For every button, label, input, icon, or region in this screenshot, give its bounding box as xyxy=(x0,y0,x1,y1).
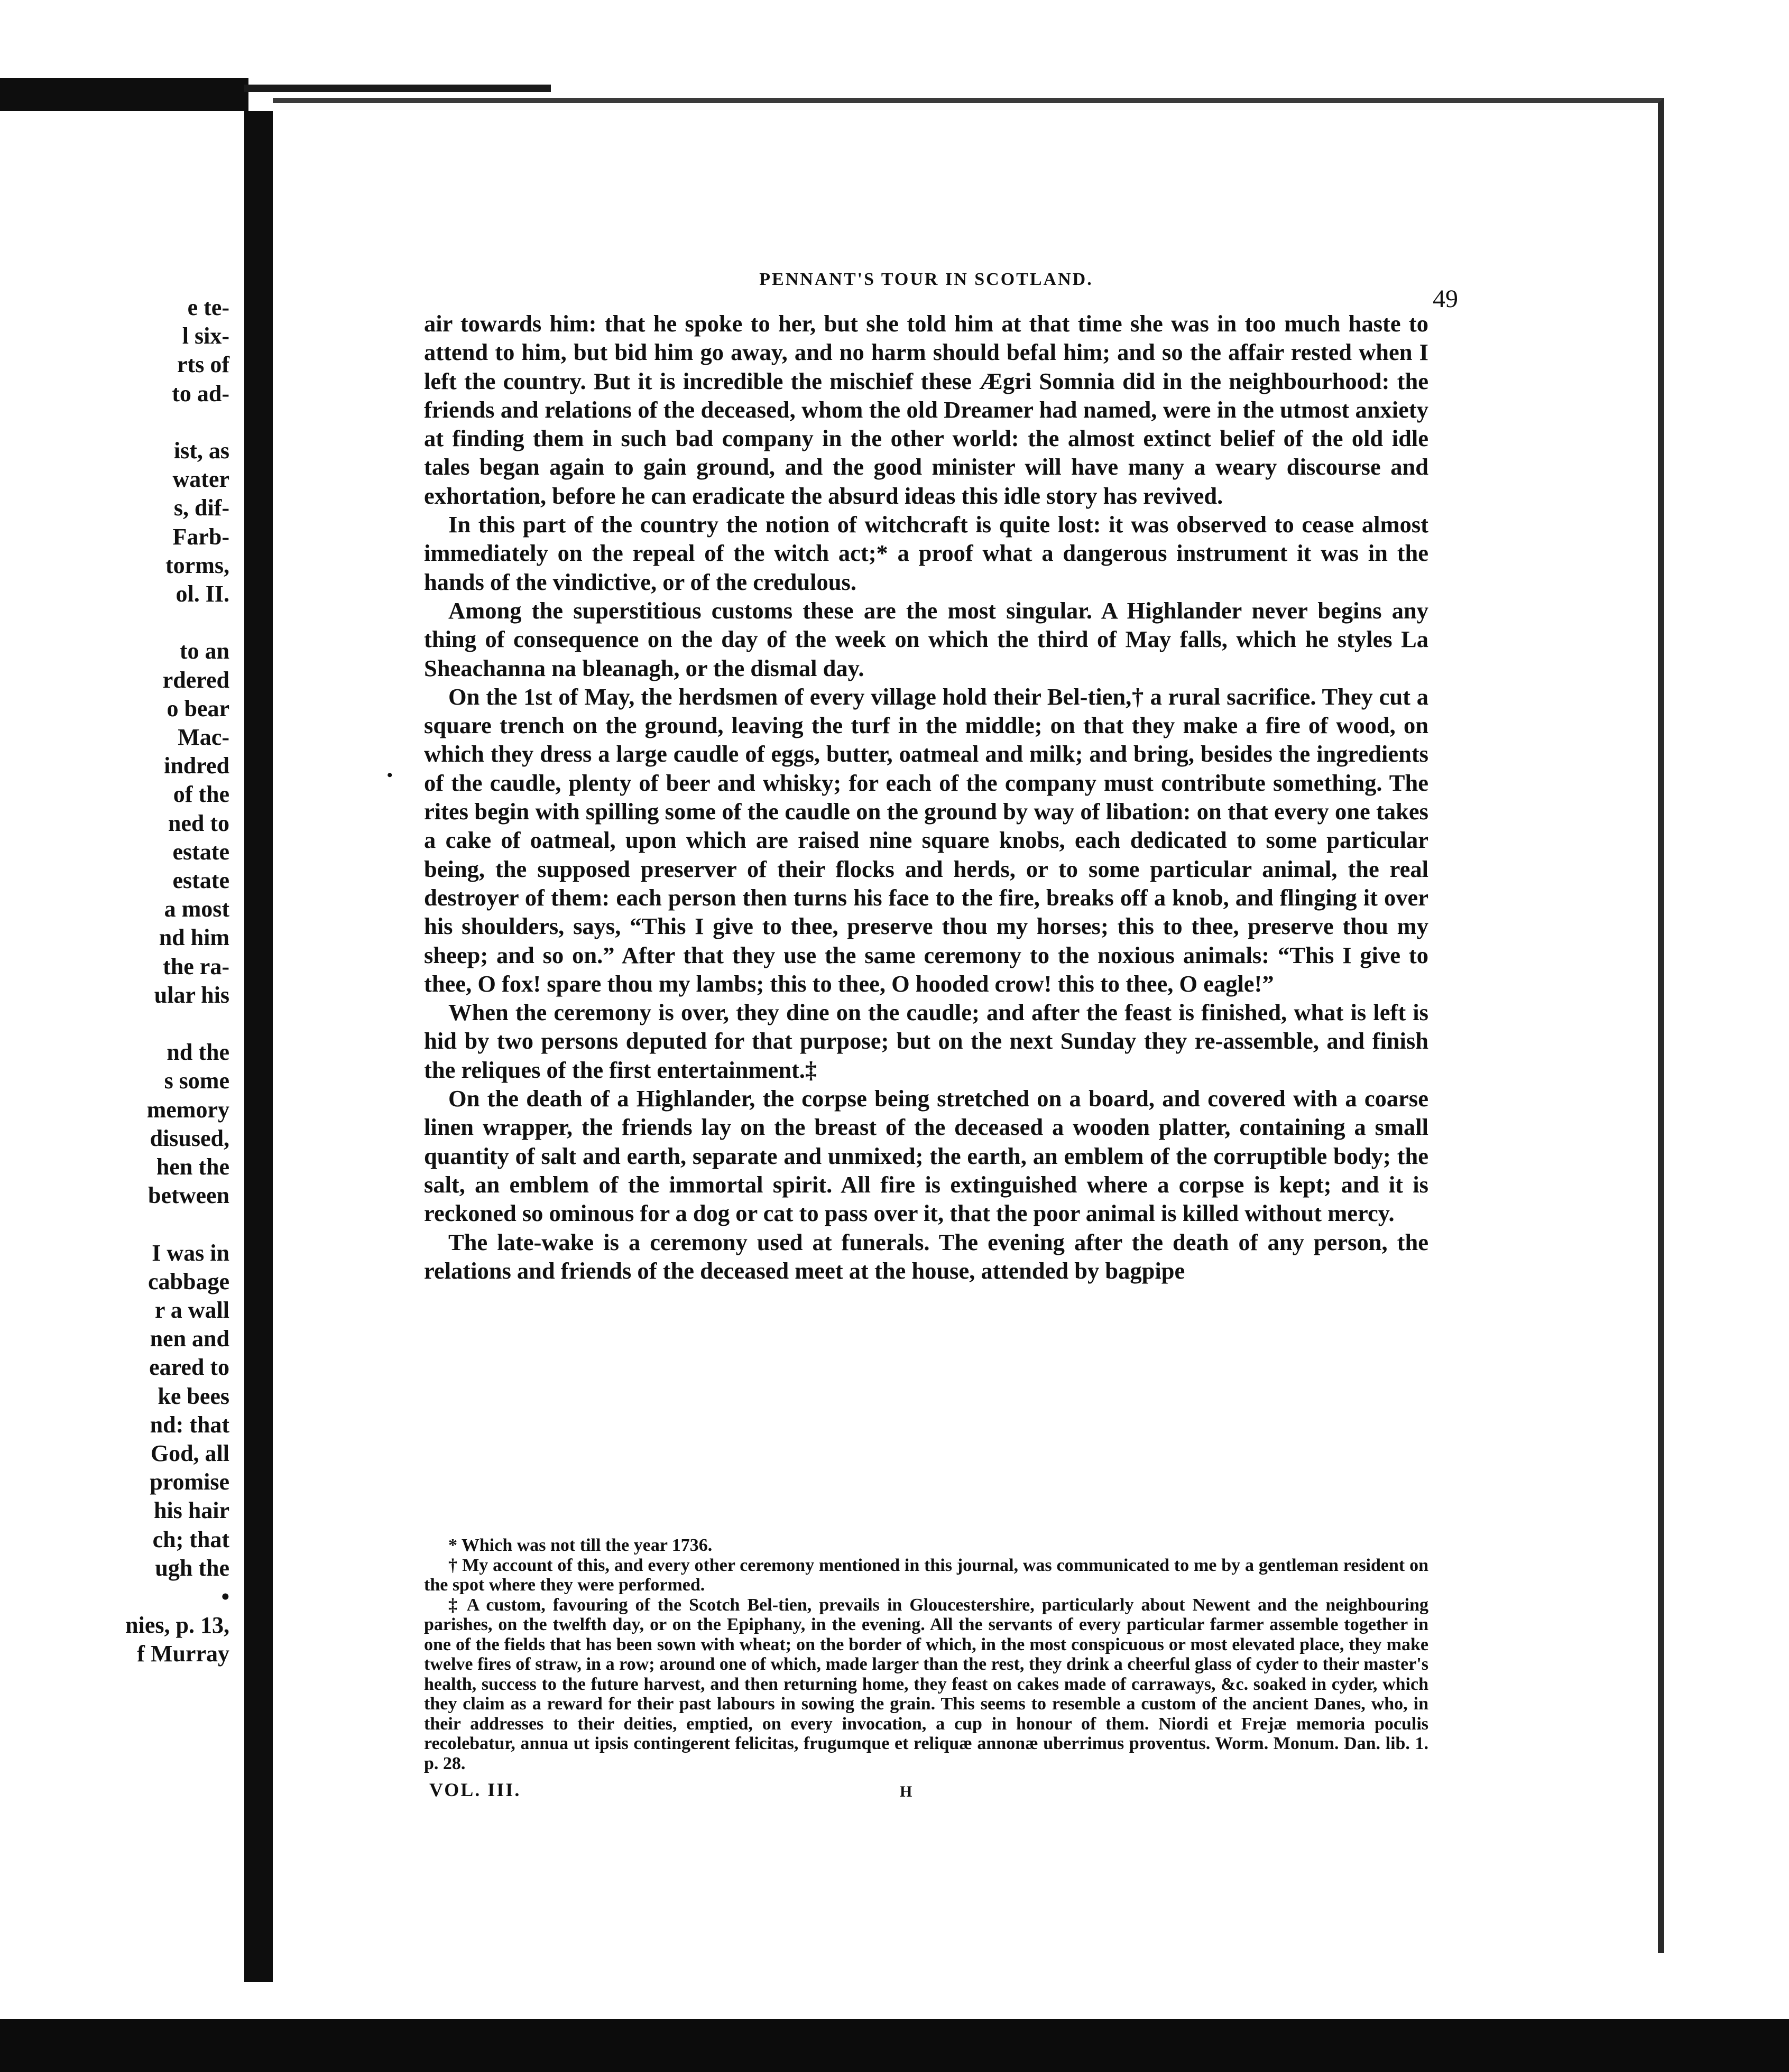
previous-page-line: I was in xyxy=(152,1240,229,1266)
previous-page-line: nd the xyxy=(167,1039,229,1066)
previous-page-line: ugh the xyxy=(155,1555,229,1581)
previous-page-line: to ad- xyxy=(172,380,229,406)
previous-page-line: • xyxy=(221,1584,229,1610)
previous-page-line: ist, as xyxy=(173,438,229,464)
running-head xyxy=(424,270,1428,290)
previous-page-line: l six- xyxy=(182,323,229,349)
paragraph: On the 1st of May, the herdsmen of every village hold their Bel-tien,† a rural sacrifice. They cut a square trench on the ground, leaving the turf in the middle; on that they make a fire of wood, on which they dress a large caudle of eggs, butter, oatmeal and milk; and bring, besides the ingredients of the caudle, plenty of beer and whisky; for each of the company must contribute something. The rites begin with spilling some of the caudle on the ground by way of libation: on that every one takes a cake of oatmeal, upon which are raised nine square knobs, each dedicated to some particular being, the supposed preserver of their flocks and herds, or to some particular animal, the real destroyer of them: each person then turns his face to the fire, breaks off a knob, and flinging it over his shoulders, says, “This I give to thee, preserve thou my horses; this to thee, preserve thou my sheep; and so on.” After that they use the same ceremony to the noxious animals: “This I give to thee, O fox! spare thou my lambs; this to thee, O hooded crow! this to thee, O eagle!” xyxy=(424,683,1428,997)
running-title: PENNANT'S TOUR IN SCOTLAND. xyxy=(759,270,1093,289)
previous-page-line: s some xyxy=(164,1068,229,1094)
previous-page-line: between xyxy=(148,1182,229,1209)
footnote: † My account of this, and every other ceremony mentioned in this journal, was communicated to me by a gentleman resident on the spot where they were performed. xyxy=(424,1555,1428,1595)
paragraph: air towards him: that he spoke to her, but she told him at that time she was in too much haste to attend to him, but bid him go away, and no harm should befal him; and so the affair rested when I left the country. But it is incredible the mischief these Ægri Somnia did in the neighbourhood: the friends and relations of the deceased, whom the old Dreamer had named, were in the utmost anxiety at finding them in such bad company in the other world: the almost extinct belief of the old idle tales began again to gain ground, and the good minister will have many a weary discourse and exhortation, before he can eradicate the absurd ideas this idle story has revived. xyxy=(424,310,1428,509)
previous-page-line: nd him xyxy=(159,924,229,951)
previous-page-line: f Murray xyxy=(137,1641,229,1667)
volume-mark: VOL. III. xyxy=(429,1779,521,1800)
previous-page-line: indred xyxy=(164,753,229,779)
previous-page-line: nd: that xyxy=(150,1411,229,1438)
paragraph: When the ceremony is over, they dine on the caudle; and after the feast is finished, what is left is hid by two persons deputed for that purpose; but on the next Sunday they re-assemble, and finish the reliques of the first entertainment.‡ xyxy=(424,999,1428,1083)
previous-page-line: nen and xyxy=(150,1326,229,1352)
previous-page-line: rdered xyxy=(162,667,229,693)
footnote: * Which was not till the year 1736. xyxy=(448,1536,713,1555)
previous-page-line: torms, xyxy=(165,552,229,578)
previous-page-line: ke bees xyxy=(158,1383,229,1409)
previous-page-line: estate xyxy=(172,838,229,865)
previous-page-line: the ra- xyxy=(163,953,229,979)
previous-page-line: rts of xyxy=(177,352,229,378)
previous-page-line: water xyxy=(172,466,229,493)
previous-page-line: ch; that xyxy=(152,1526,229,1552)
previous-page-line: e te- xyxy=(187,296,229,320)
previous-page-line: s, dif- xyxy=(173,495,229,521)
previous-page-line: nies, p. 13, xyxy=(125,1612,229,1639)
paragraph: On the death of a Highlander, the corpse being stretched on a board, and covered with a coarse linen wrapper, the friends lay on the breast of the deceased a wooden platter, containing a small quantity of salt and earth, separate and unmixed; the earth, an emblem of the corruptible body; the salt, an emblem of the immortal spirit. All fire is extinguished where a corpse is kept; and it is reckoned so ominous for a dog or cat to pass over it, that the poor animal is killed without mercy. xyxy=(424,1085,1428,1227)
scan-border-bottom xyxy=(0,2019,1789,2072)
footnote: ‡ A custom, favouring of the Scotch Bel-tien, prevails in Gloucestershire, particularly about Newent and the neighbouring parishes, on the twelfth day, or on the Epiphany, in the evening. All the servants of every particular farmer assemble together in one of the fields that has been sown with wheat; on the border of which, in the most conspicuous or most elevated place, they make twelve fires of straw, in a row; around one of which, made larger than the rest, they drink a cheerful glass of cyder to their master's health, success to the future harvest, and then returning home, they feast on cakes made of carraways, &c. soaked in cyder, which they claim as a reward for their past labours in sowing the grain. This seems to resemble a custom of the ancient Danes, who, in their addresses to their deities, emptied, on every invocation, a cup in honour of them. Niordi et Frejæ memoria poculis recolebatur, annua ut ipsis contingerent felicitas, frugumque et reliquæ annonæ uberrimus proventus. Worm. Monum. Dan. lib. 1. p. 28. xyxy=(424,1595,1428,1773)
previous-page-line: memory xyxy=(146,1096,229,1123)
previous-page-line: r a wall xyxy=(155,1297,229,1323)
previous-page-line: disused, xyxy=(150,1125,229,1151)
page-number: 49 xyxy=(1433,285,1458,313)
previous-page-line: a most xyxy=(164,896,229,922)
previous-page-line: ular his xyxy=(154,982,229,1008)
paragraph: The late-wake is a ceremony used at funerals. The evening after the death of any person, the relations and friends of the deceased meet at the house, attended by bagpipe xyxy=(424,1228,1428,1284)
previous-page-fragment xyxy=(0,296,233,1829)
book-gutter xyxy=(244,111,273,1982)
footnotes xyxy=(424,1536,1428,1773)
previous-page-line: o bear xyxy=(167,695,229,722)
paragraph: Among the superstitious customs these are the most singular. A Highlander never begins any thing of consequence on the day of the week on which the third of May falls, which he styles La Sheachanna na bleanagh, or the dismal day. xyxy=(424,597,1428,681)
previous-page-line: hen the xyxy=(156,1154,229,1180)
previous-page-line: estate xyxy=(172,867,229,893)
previous-page-line: Mac- xyxy=(178,724,229,750)
previous-page-line: to an xyxy=(179,638,229,664)
previous-page-line: Farb- xyxy=(172,523,229,550)
previous-page-line: of the xyxy=(173,781,229,808)
previous-page-line: ned to xyxy=(168,810,229,836)
book-page xyxy=(273,98,1664,1953)
previous-page-line: his hair xyxy=(153,1497,229,1524)
scan-gutter-top xyxy=(244,85,551,92)
stray-mark: • xyxy=(387,766,393,784)
previous-page-line: God, all xyxy=(150,1440,229,1466)
signature-mark: H xyxy=(900,1783,912,1800)
previous-page-line: cabbage xyxy=(148,1268,229,1294)
body-text xyxy=(424,309,1428,1285)
paragraph: In this part of the country the notion of witchcraft is quite lost: it was observed to cease almost immediately on the repeal of the witch act;* a proof what a dangerous instrument it was in the hands of the vindictive, or of the credulous. xyxy=(424,511,1428,595)
previous-page-line: eared to xyxy=(149,1354,229,1381)
previous-page-line: ol. II. xyxy=(176,581,229,607)
scan-border-top-left xyxy=(0,78,248,111)
previous-page-line: promise xyxy=(150,1469,229,1495)
